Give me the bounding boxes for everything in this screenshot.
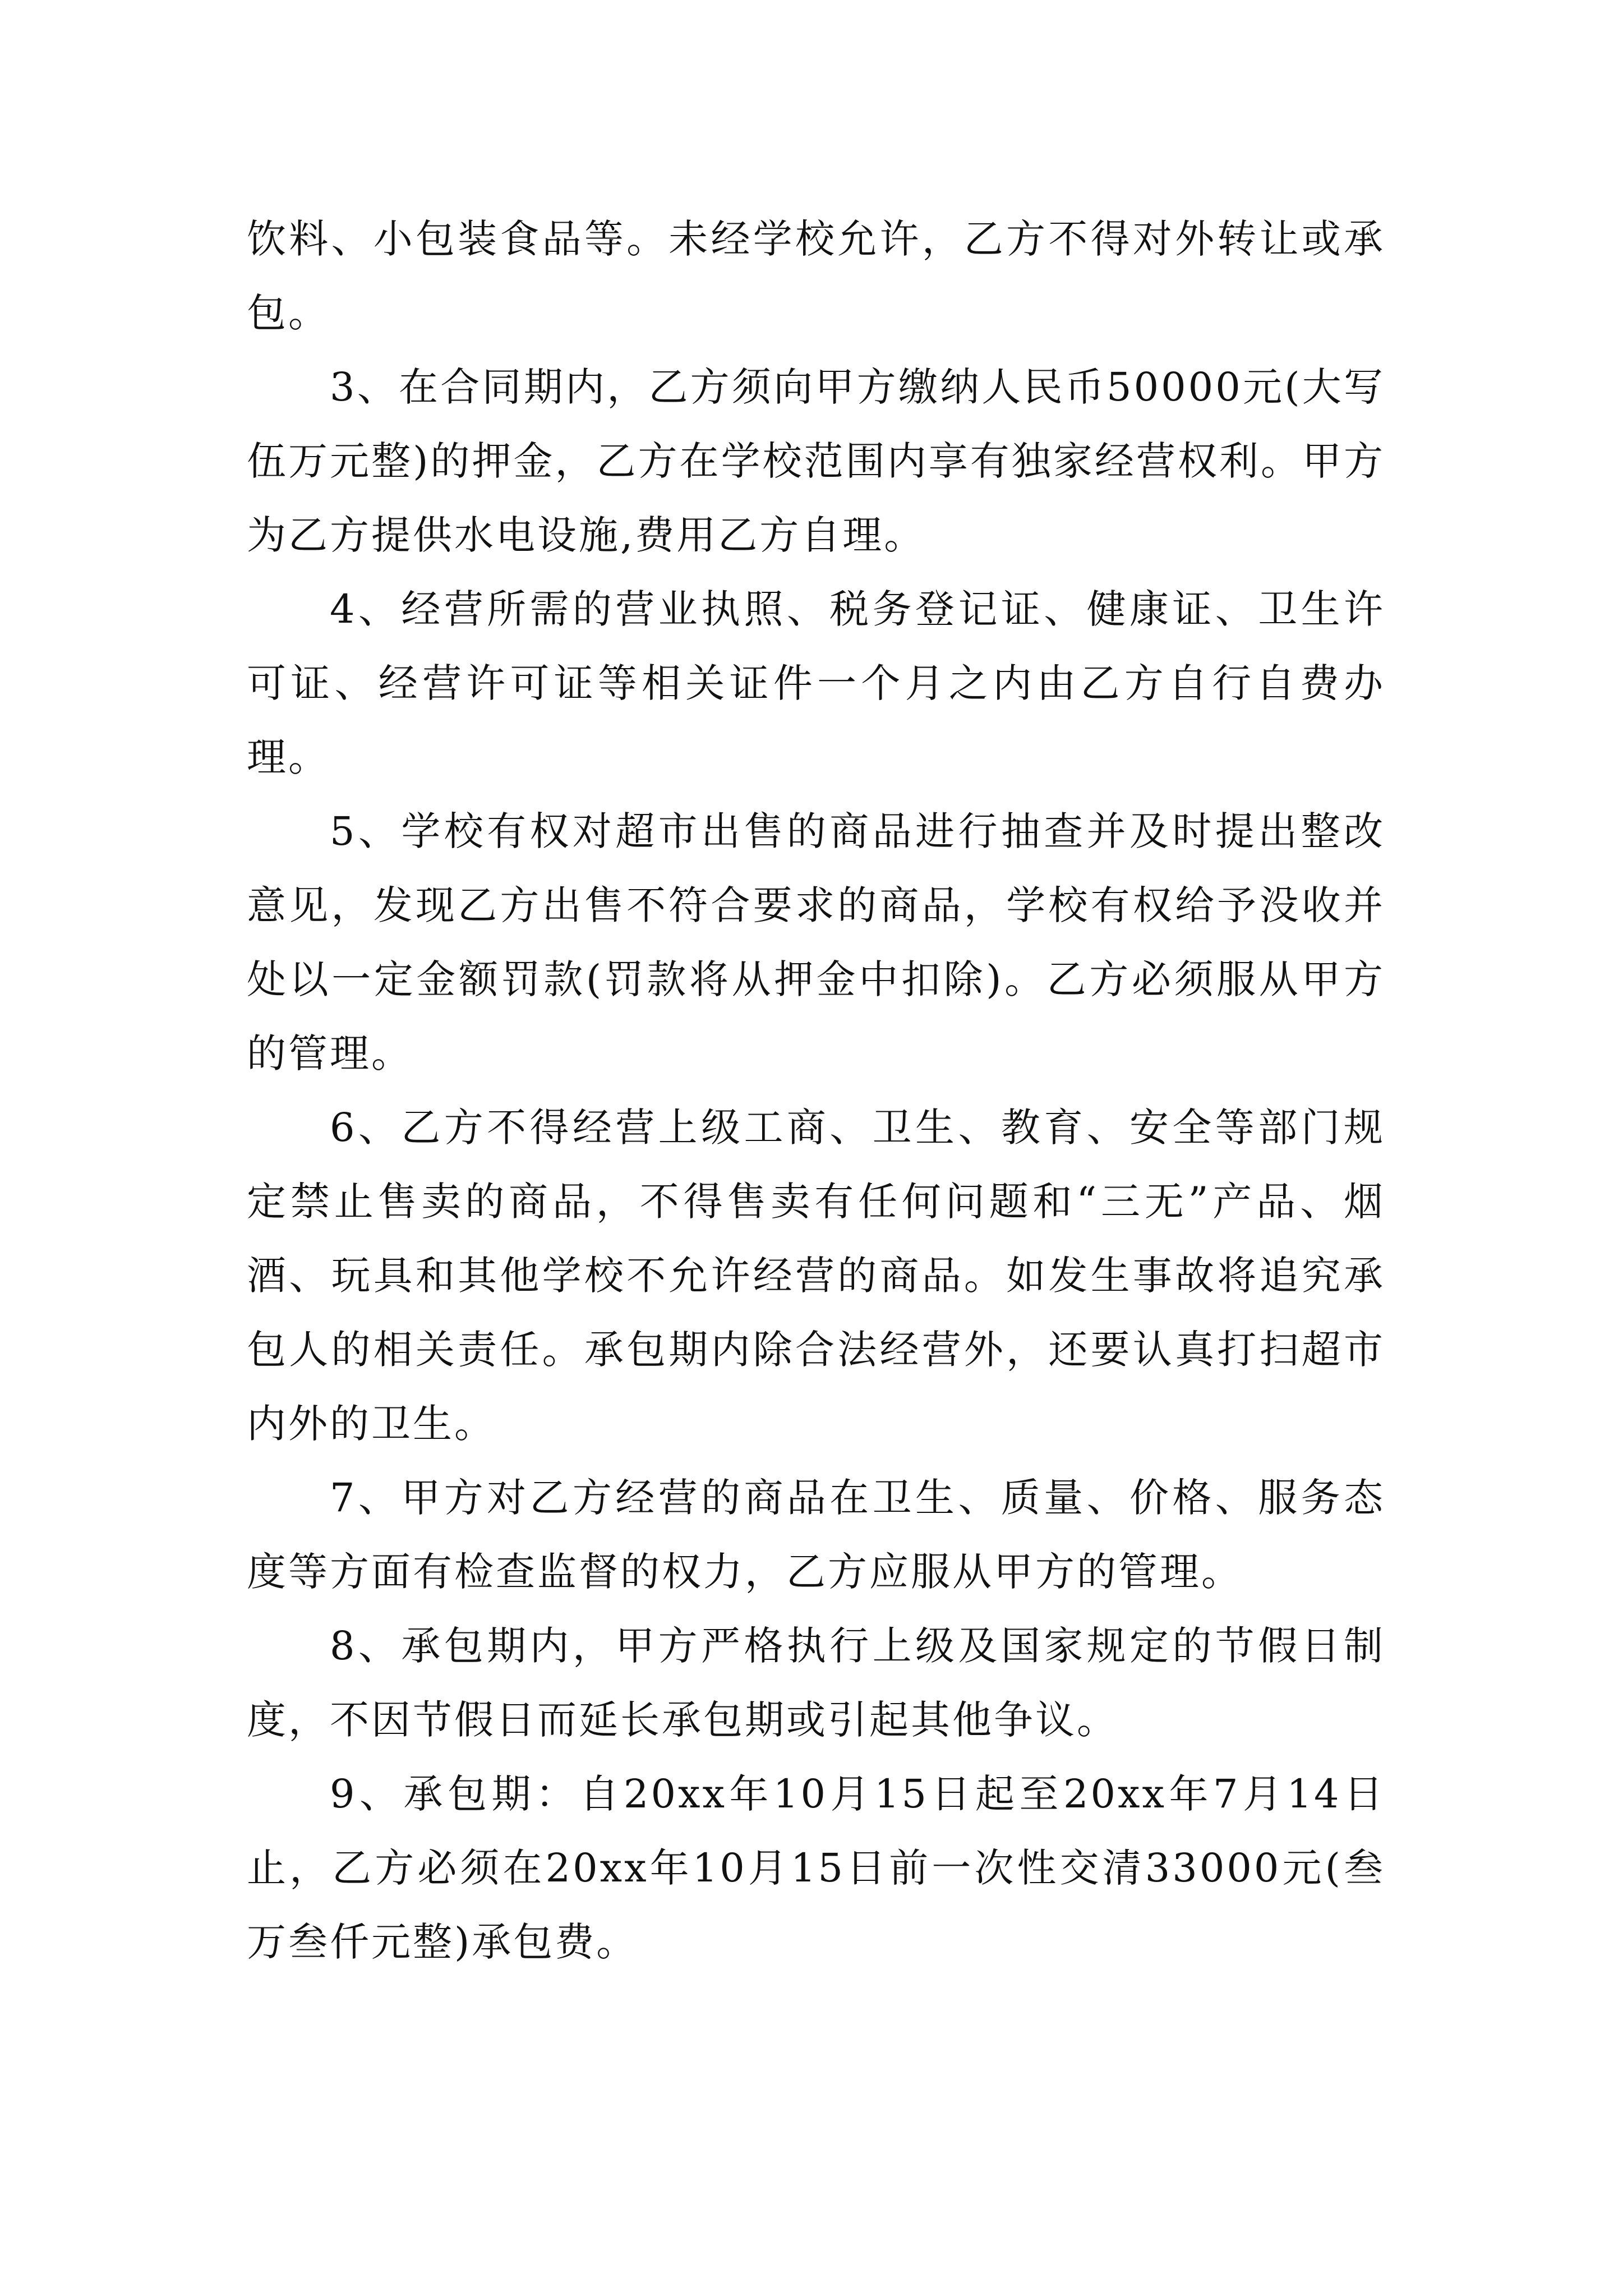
document-body [247,202,1385,1979]
paragraph-clause-5: 5、学校有权对超市出售的商品进行抽查并及时提出整改意见，发现乙方出售不符合要求的商品，学校有权给予没收并处以一定金额罚款(罚款将从押金中扣除)。乙方必须服从甲方的管理。 [247,808,1385,1076]
paragraph-continuation: 饮料、小包装食品等。未经学校允许，乙方不得对外转让或承包。 [247,216,1385,336]
paragraph-clause-9: 9、承包期：自20xx年10月15日起至20xx年7月14日止，乙方必须在20xx年10月15日前一次性交清33000元(叁万叁仟元整)承包费。 [247,1771,1385,1965]
paragraph-clause-6: 6、乙方不得经营上级工商、卫生、教育、安全等部门规定禁止售卖的商品，不得售卖有任何问题和“三无”产品、烟酒、玩具和其他学校不允许经营的商品。如发生事故将追究承包人的相关责任。承包期内除合法经营外，还要认真打扫超市内外的卫生。 [247,1105,1385,1447]
paragraph-clause-3: 3、在合同期内，乙方须向甲方缴纳人民币50000元(大写伍万元整)的押金，乙方在学校范围内享有独家经营权利。甲方为乙方提供水电设施,费用乙方自理。 [247,364,1385,558]
paragraph-clause-8: 8、承包期内，甲方严格执行上级及国家规定的节假日制度，不因节假日而延长承包期或引起其他争议。 [247,1623,1385,1743]
paragraph-clause-7: 7、甲方对乙方经营的商品在卫生、质量、价格、服务态度等方面有检查监督的权力，乙方应服从甲方的管理。 [247,1475,1385,1595]
paragraph-clause-4: 4、经营所需的营业执照、税务登记证、健康证、卫生许可证、经营许可证等相关证件一个月之内由乙方自行自费办理。 [247,586,1385,780]
